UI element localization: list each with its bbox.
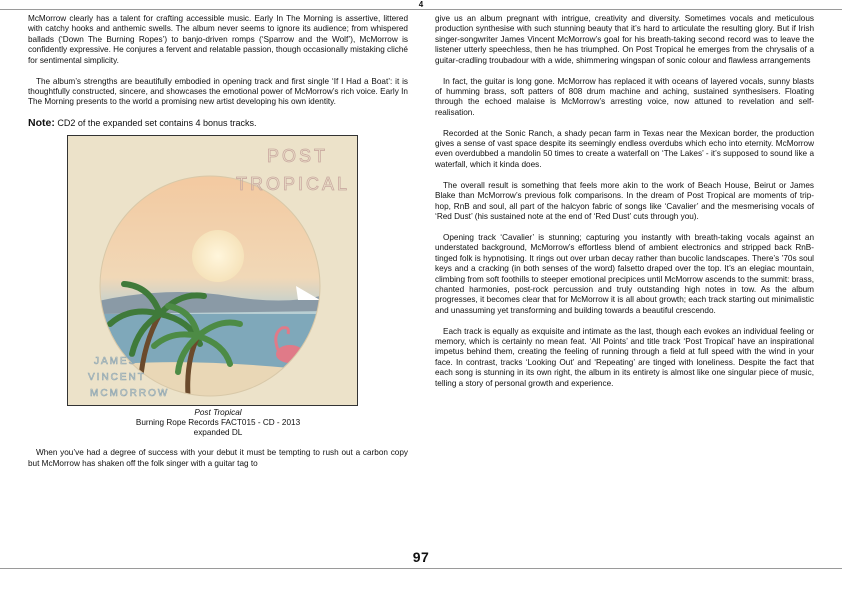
left-paragraph-3: When you’ve had a degree of success with your debut it must be tempting to rush out a carbon copy but McMorrow has shaken off the folk singer with a guitar tag to <box>28 448 408 468</box>
album-cover-art <box>68 136 357 405</box>
caption-label: Burning Rope Records FACT015 - CD - 2013 <box>135 417 301 427</box>
right-paragraph-1: give us an album pregnant with intrigue, creativity and diversity. Sometimes vocals and meticulous production synthesise with such stunning beauty that it’s hard to articulate the resulting glory. But if Irish singer-songwriter James Vincent McMorrow’s goal for his breath-taking second record was to leave the listener utterly speechless, then he has triumphed. On Post Tropical he emerges from the chrysalis of a guitar-cradling troubadour with a wide, shimmering wingspan of sonic colour and flawless arrangements <box>435 14 814 65</box>
note-text: CD2 of the expanded set contains 4 bonus tracks. <box>57 118 257 129</box>
top-rule <box>0 9 842 10</box>
right-paragraph-4: The overall result is something that feels more akin to the work of Beach House, Beirut or James Blake than McMorrow’s previous folk comparisons. In the dream of Post Tropical are moments of trip-hop, RnB and soul, all part of the halcyon fabric of songs like ‘Cavalier’ and the mesmerising vocals of ‘Red Dust’ (his sustained note at the end of ‘Red Dust’ cuts through you). <box>435 180 814 221</box>
album-cover <box>67 135 358 406</box>
right-paragraph-5: Opening track ‘Cavalier’ is stunning; capturing you instantly with breath-taking vocals against an understated background, McMorrow’s effortless blend of ambient electronics and stripped back RnB-tinged folk is hypnotising. It rings out over urban decay rather than bucolic landscapes. There’s ’70s soul keys and a cracking (in both senses of the word) falsetto draped over the top. It’s an elegiac mountain, climbing from soft foothills to steeper emotional precipices until McMorrow ascends to the summit: brass, chanted harmonies, post-rock percussion and truly outstanding high notes in tow. As the album progresses, it becomes clear that for McMorrow it is all about growth; each track starting out minimalistic and unassuming yet transforming and building towards a beautiful crescendo. <box>435 232 814 315</box>
cover-artist-line-1: JAMES <box>94 355 138 367</box>
left-paragraph-2: The album’s strengths are beautifully embodied in opening track and first single ‘If I Had a Boat’: it is thoughtfully constructed, sincere, and showcases the emotional power of McMorrow’s rich voice. Early In The Morning presents to the world a promising new artist developing his own identity. <box>28 76 408 107</box>
cover-title-line-1: POST <box>266 145 328 166</box>
bottom-page-number: 97 <box>412 549 430 565</box>
cover-artist-line-2: VINCENT <box>88 371 146 383</box>
cover-title-line-2: TROPICAL <box>235 173 350 194</box>
cover-artist-line-3: MCMORROW <box>90 387 170 399</box>
top-page-number: 4 <box>418 0 424 9</box>
right-paragraph-2: In fact, the guitar is long gone. McMorrow has replaced it with oceans of layered vocals, sunny blasts of humming brass, soft patters of 808 drum machine and aching, sustained synthesisers. Floating through the echoed malaise is McMorrow’s arresting voice, now attuned to revelation and self-realisation. <box>435 76 814 117</box>
right-column <box>435 14 814 400</box>
right-paragraph-3: Recorded at the Sonic Ranch, a shady pecan farm in Texas near the Mexican border, the production gives a sense of vast space despite its seemingly endless overdubs which echo into eternity. McMorrow even overdubbed a mandolin 50 times to create a waterfall on ‘The Lakes’ - it’s supposed to sound like a waterfall, which it kinda does. <box>435 128 814 169</box>
caption-edition: expanded DL <box>193 428 243 438</box>
caption-title: Post Tropical <box>194 407 242 417</box>
sun-shape <box>192 230 244 282</box>
bottom-rule <box>0 568 842 569</box>
album-caption <box>28 408 408 439</box>
note-label: Note: <box>28 117 55 130</box>
right-paragraph-6: Each track is equally as exquisite and intimate as the last, though each evokes an individual feeling or memory, which is certainly no mean feat. ‘All Points’ and title track ‘Post Tropical’ have an inspirational impetus behind them, creating the feeling of running through a field at full speed with the wind in your face. In contrast, tracks ‘Looking Out’ and ‘Repeating’ are tinged with loneliness. Despite the fact that each song is stunning in its own right, the album in its entirety is almost like one singular piece of music, telling a story of personal growth and experience. <box>435 326 814 388</box>
left-column <box>28 14 408 480</box>
note <box>28 118 408 128</box>
left-paragraph-1: McMorrow clearly has a talent for crafting accessible music. Early In The Morning is assertive, littered with catchy hooks and anthemic swells. The album never seems to ignore its audience; from whispered ballads (‘Down The Burning Ropes’) to banjo-driven romps (‘Sparrow and the Wolf’), McMorrow is confidently expressive. He conjures a fervent and relatable passion, though occasionally mistaking cliché for sentimental simplicity. <box>28 14 408 65</box>
